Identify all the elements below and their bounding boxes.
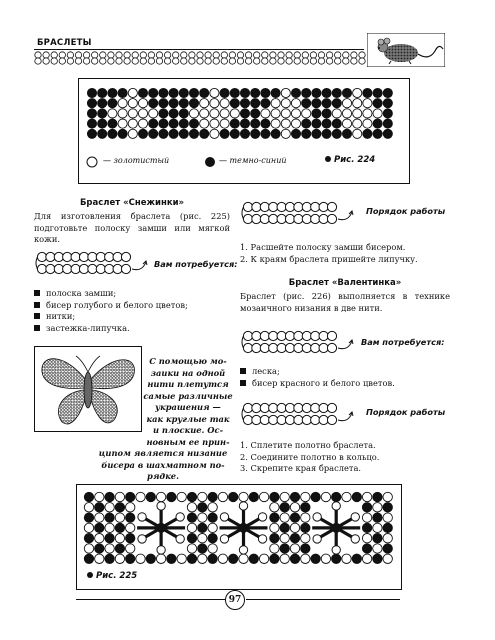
note-part-2: ципом является низание бисера в шахматном по- рядке. — [98, 448, 228, 481]
page-rule-left — [76, 599, 225, 600]
list-item: 1. Расшейте полоску замши бисером. — [240, 242, 406, 252]
beaded-butterfly-icon — [34, 346, 142, 432]
list-item: 2. К краям браслета пришейте липучку. — [240, 253, 418, 264]
legend-gold: — золотистый — [103, 156, 170, 165]
legend-dark: — темно-синий — [219, 156, 287, 165]
header-bead-border — [34, 51, 366, 65]
list-item: застежка-липучка. — [34, 323, 234, 335]
list-item: леска; — [240, 366, 450, 378]
snowflake-bead-pattern — [79, 79, 409, 183]
header-rule — [34, 49, 364, 50]
section-title: БРАСЛЕТЫ — [37, 38, 92, 48]
figure-225-caption: Рис. 225 — [87, 571, 137, 581]
caption-bullet-icon — [87, 572, 93, 578]
list-item: 2. Соедините полотно в кольцо. — [240, 451, 380, 462]
valentine-materials-label: Вам потребуется: — [361, 337, 445, 347]
figure-224-frame — [78, 78, 410, 184]
list-item: 1. Сплетите полотно браслета. — [240, 440, 376, 450]
list-item: бисер голубого и белого цветов; — [34, 300, 234, 312]
valentine-materials-list — [240, 366, 450, 389]
figure-224-caption: Рис. 224 — [325, 155, 375, 165]
snowflake-materials-list — [34, 288, 234, 334]
snowflake-materials-label: Вам потребуется: — [154, 259, 238, 269]
valentine-title: Браслет «Валентинка» — [288, 278, 402, 288]
list-item: нитки; — [34, 311, 234, 323]
order-bead-strip-1 — [240, 196, 364, 230]
note-part-1: С помощью мо- заики на одной нити плетутся самые различные украшения — как круглые так и плоские. Ос- новным ее прин- — [143, 356, 233, 447]
beaded-mouse-icon — [367, 33, 445, 67]
valentine-steps — [240, 440, 450, 475]
materials-bead-strip-2 — [240, 325, 360, 359]
caption-bullet-icon — [325, 156, 331, 162]
snowflake-intro: Для изготовления браслета (рис. 225) подготовьте полоску замши или мягкой кожи. — [34, 211, 230, 244]
figure-225-frame — [76, 484, 402, 590]
list-item: полоска замши; — [34, 288, 234, 300]
snowflake-order-label: Порядок работы — [366, 206, 446, 216]
valentine-intro: Браслет (рис. 226) выполняется в технике мозаичного низания в две нити. — [240, 291, 450, 313]
page-rule-right — [246, 599, 400, 600]
page-number: 97 — [225, 590, 245, 610]
list-item: 3. Скрепите края браслета. — [240, 463, 362, 473]
snowflake-steps — [240, 242, 450, 265]
materials-bead-strip-1 — [34, 246, 154, 280]
snowflake-title: Браслет «Снежинки» — [79, 198, 185, 208]
order-bead-strip-2 — [240, 397, 364, 431]
valentine-order-label: Порядок работы — [366, 407, 446, 417]
list-item: бисер красного и белого цветов. — [240, 378, 450, 390]
